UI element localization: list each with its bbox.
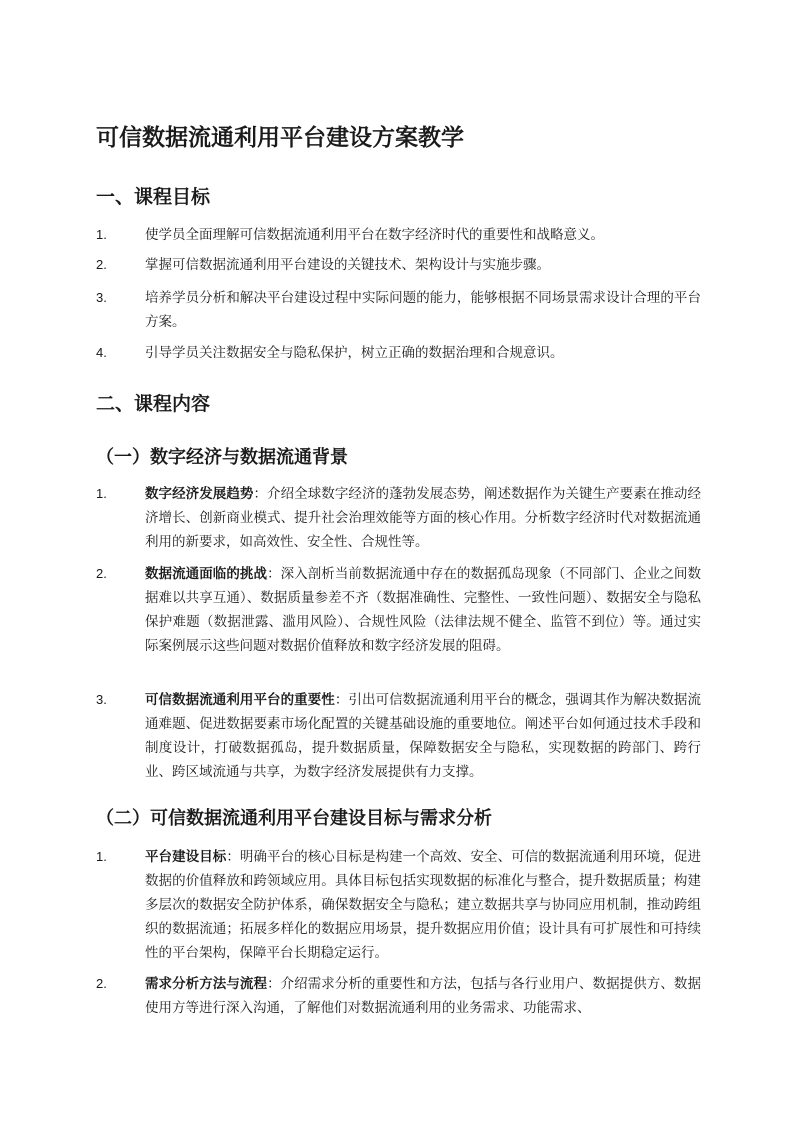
- list-text: [145, 688, 701, 784]
- list-text: 培养学员分析和解决平台建设过程中实际问题的能力，能够根据不同场景需求设计合理的平台方案。: [145, 290, 701, 330]
- list-term: 数字经济发展趋势: [145, 486, 254, 502]
- list-description: ：引出可信数据流通利用平台的概念，强调其作为解决数据流通难题、促进数据要素市场化配置的关键基础设施的重要地位。阐述平台如何通过技术手段和制度设计，打破数据孤岛，提升数据质量，保障数据安全与隐私，实现数据的跨部门、跨行业、跨区域流通与共享，为数字经济发展提供有力支撑。: [145, 692, 701, 780]
- section-heading-course-objectives: 一、课程目标: [96, 186, 211, 208]
- subsection-heading-background: （一）数字经济与数据流通背景: [96, 447, 348, 468]
- list-text: [145, 845, 701, 965]
- list-number: 3.: [96, 692, 107, 707]
- list-number: 1.: [96, 486, 107, 501]
- list-number: 2.: [96, 257, 107, 272]
- list-number: 2.: [96, 566, 107, 581]
- list-number: 3.: [96, 290, 107, 305]
- subsection-heading-goals-requirements: （二）可信数据流通利用平台建设目标与需求分析: [96, 808, 492, 829]
- list-number: 4.: [96, 345, 107, 360]
- list-text: [145, 482, 701, 554]
- section-heading-course-content: 二、课程内容: [96, 393, 211, 415]
- list-text: 引导学员关注数据安全与隐私保护，树立正确的数据治理和合规意识。: [145, 345, 564, 361]
- list-term: 平台建设目标: [145, 849, 227, 865]
- list-description: ：介绍全球数字经济的蓬勃发展态势，阐述数据作为关键生产要素在推动经济增长、创新商业模式、提升社会治理效能等方面的核心作用。分析数字经济时代对数据流通利用的新要求，如高效性、安全性、合规性等。: [145, 486, 701, 550]
- list-text: [145, 562, 701, 658]
- list-text: 使学员全面理解可信数据流通利用平台在数字经济时代的重要性和战略意义。: [145, 227, 604, 243]
- list-number: 2.: [96, 976, 107, 991]
- list-number: 1.: [96, 227, 107, 242]
- list-text: [145, 972, 701, 1020]
- list-description: ：介绍需求分析的重要性和方法，包括与各行业用户、数据提供方、数据使用方等进行深入沟通，了解他们对数据流通利用的业务需求、功能需求、: [145, 976, 701, 1016]
- list-term: 可信数据流通利用平台的重要性: [145, 692, 335, 708]
- list-term: 数据流通面临的挑战: [145, 566, 268, 582]
- list-description: ：明确平台的核心目标是构建一个高效、安全、可信的数据流通利用环境，促进数据的价值释放和跨领域应用。具体目标包括实现数据的标准化与整合，提升数据质量；构建多层次的数据安全防护体系，确保数据安全与隐私；建立数据共享与协同应用机制，推动跨组织的数据流通；拓展多样化的数据应用场景，提升数据应用价值；设计具有可扩展性和可持续性的平台架构，保障平台长期稳定运行。: [145, 849, 701, 961]
- list-term: 需求分析方法与流程: [145, 976, 268, 992]
- document-title: 可信数据流通利用平台建设方案教学: [96, 125, 464, 151]
- list-text: 掌握可信数据流通利用平台建设的关键技术、架构设计与实施步骤。: [145, 257, 550, 273]
- list-description: ：深入剖析当前数据流通中存在的数据孤岛现象（不同部门、企业之间数据难以共享互通）、数据质量参差不齐（数据准确性、完整性、一致性问题）、数据安全与隐私保护难题（数据泄露、滥用风险）、合规性风险（法律法规不健全、监管不到位）等。通过实际案例展示这些问题对数据价值释放和数字经济发展的阻碍。: [145, 566, 701, 654]
- list-number: 1.: [96, 849, 107, 864]
